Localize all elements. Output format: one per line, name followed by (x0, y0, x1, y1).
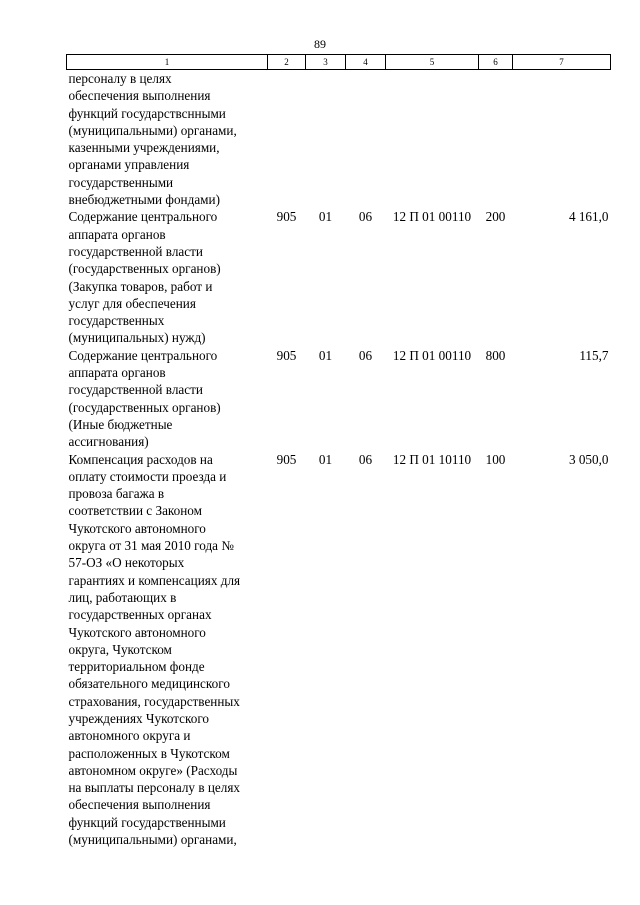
row-subsection-code: 06 (358, 209, 373, 225)
row-target-article: 12 П 01 00110 (392, 209, 472, 225)
row-expense-type: 100 (485, 451, 506, 467)
column-header-7: 7 (513, 55, 611, 70)
row-name: Содержание центрального аппарата органов государственной власти (государственных органов) (Закупка товаров, работ и услуг для обеспечения государственных (муниципальных) нужд) (68, 209, 221, 346)
table-row (67, 451, 611, 849)
row-name: Компенсация расходов на оплату стоимости проезда и провоза багажа в соответствии с Законом Чукотского автономного округа от 31 мая 2010 года № 57-ОЗ «О некоторых гарантиях и компенсациях для лиц, работающих в государственных органах Чукотского автономного округа, Чукотском территориальном фонде обязательного медицинского страхования, государственных учреждениях Чукотского автономного округа и расположенных в Чукотском автономном округе» (Расходы на выплаты персоналу в целях обеспечения выполнения функций государственными (муниципальными) органами, (68, 451, 241, 848)
row-amount: 3 050,0 (568, 451, 609, 467)
row-section-code: 01 (318, 347, 333, 363)
row-subsection-code (346, 70, 386, 209)
row-expense-type: 800 (485, 347, 506, 363)
row-ministry-code: 905 (276, 209, 297, 225)
table-row (67, 347, 611, 451)
row-expense-type (479, 70, 513, 209)
row-amount: 4 161,0 (568, 209, 609, 225)
column-header-3: 3 (306, 55, 346, 70)
row-expense-type: 200 (485, 209, 506, 225)
budget-table (66, 54, 611, 848)
table-row (67, 70, 611, 209)
column-header-1: 1 (67, 55, 268, 70)
row-ministry-code: 905 (276, 347, 297, 363)
row-section-code (306, 70, 346, 209)
row-target-article: 12 П 01 10110 (392, 451, 472, 467)
column-header-4: 4 (346, 55, 386, 70)
row-amount: 115,7 (579, 347, 609, 363)
row-name: Содержание центрального аппарата органов государственной власти (государственных органов) (Иные бюджетные ассигнования) (68, 347, 221, 450)
column-header-6: 6 (479, 55, 513, 70)
table-row (67, 208, 611, 346)
row-ministry-code (268, 70, 306, 209)
row-ministry-code: 905 (276, 451, 297, 467)
row-target-article: 12 П 01 00110 (392, 347, 472, 363)
page-number: 89 (314, 37, 326, 51)
row-subsection-code: 06 (358, 451, 373, 467)
row-subsection-code: 06 (358, 347, 373, 363)
row-section-code: 01 (318, 209, 333, 225)
row-amount (513, 70, 611, 209)
table-header-row (67, 55, 611, 70)
row-name: персоналу в целях обеспечения выполнения функций государствснными (муниципальными) органами, казенными учреждениями, органами управления государственными внебюджетными фондами) (68, 71, 237, 208)
row-section-code: 01 (318, 451, 333, 467)
column-header-2: 2 (268, 55, 306, 70)
row-target-article (386, 70, 479, 209)
column-header-5: 5 (386, 55, 479, 70)
